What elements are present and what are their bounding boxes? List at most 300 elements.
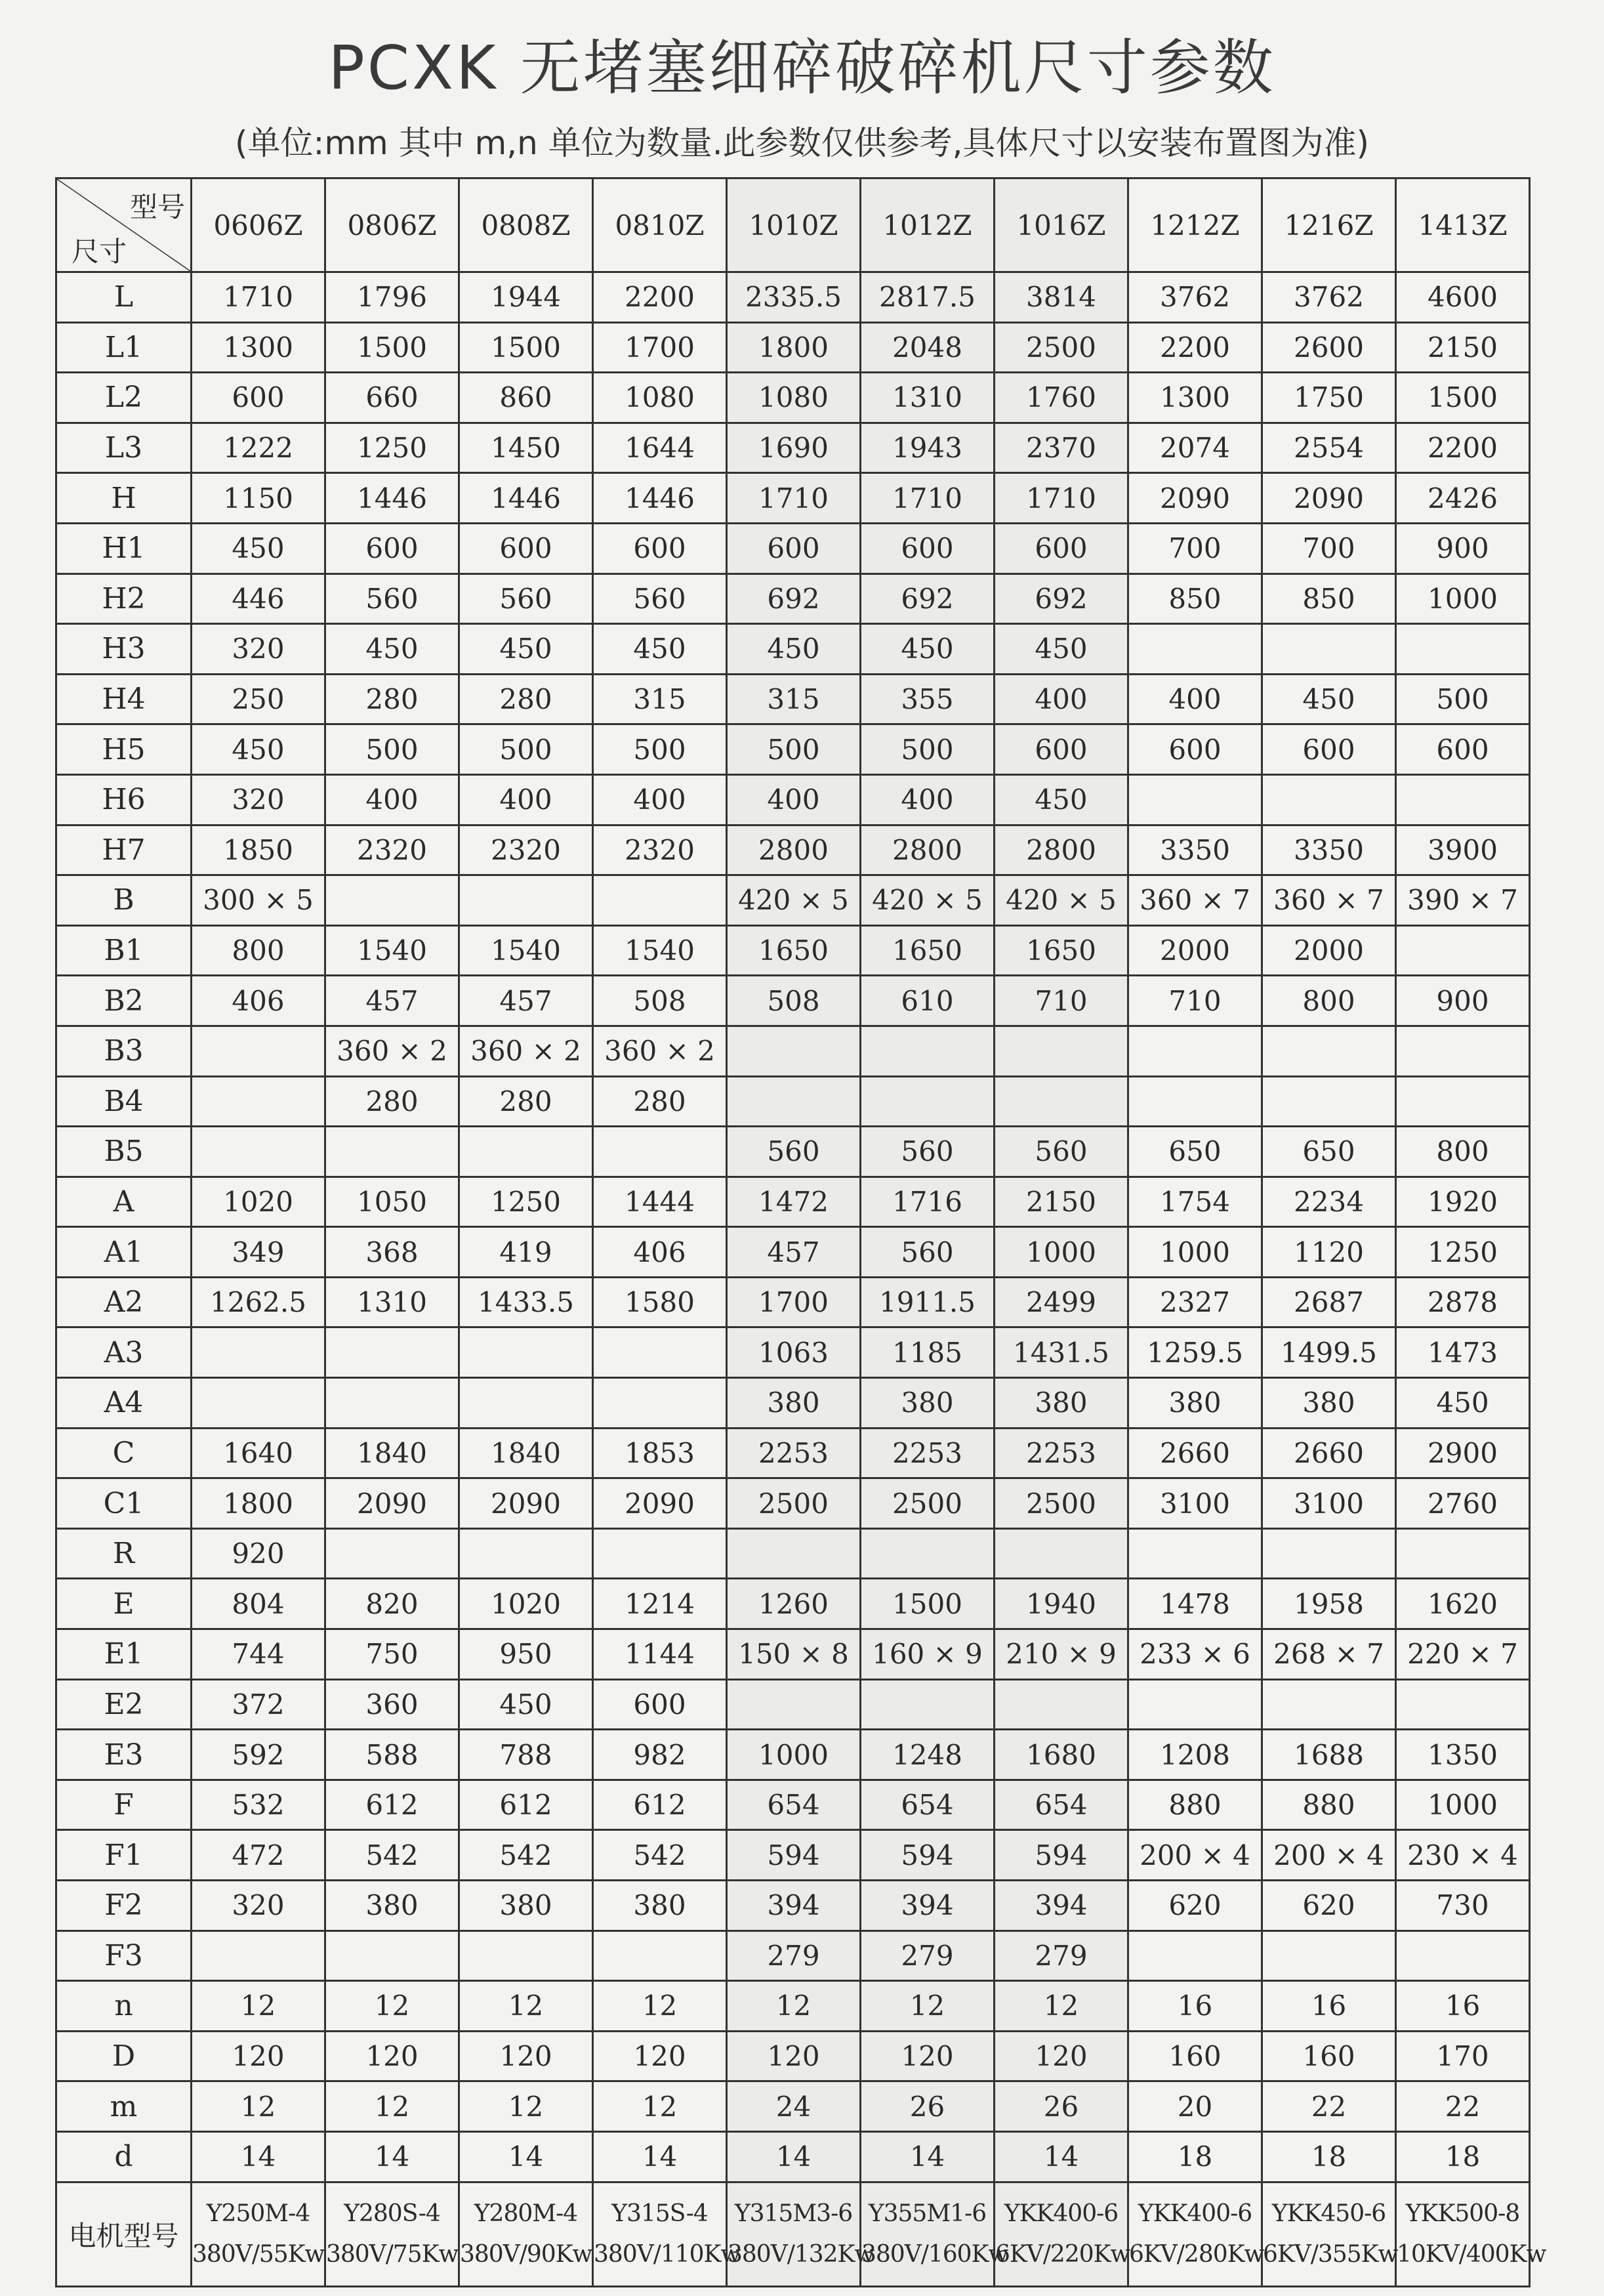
motor-spec: 6KV/280Kw [1129,2240,1264,2268]
table-cell: 120 [192,2031,325,2081]
motor-spec: 380V/75Kw [326,2240,459,2268]
table-cell: 1478 [1128,1579,1262,1629]
table-cell: 600 [861,523,995,574]
table-cell: 804 [192,1579,325,1629]
table-cell: 1540 [459,925,593,976]
table-cell [1396,1026,1530,1076]
row-label: H [56,473,192,524]
table-row [56,1428,1530,1478]
motor-model: Y280M-4 [474,2200,578,2227]
table-cell: 1446 [325,473,459,524]
table-cell: 400 [325,774,459,825]
table-cell [861,1026,995,1076]
table-cell: 2800 [995,825,1128,875]
table-cell [1396,1679,1530,1730]
table-row [56,1579,1530,1629]
table-cell [593,1528,727,1579]
table-cell: 12 [727,1981,861,2032]
table-row [56,473,1530,524]
table-cell: 1446 [593,473,727,524]
table-cell: 446 [192,574,325,624]
row-label: F2 [56,1881,192,1931]
table-cell [1128,1026,1262,1076]
table-cell: 1000 [1396,1780,1530,1830]
row-label: L3 [56,423,192,473]
row-label: D [56,2031,192,2081]
motor-spec: 380V/110Kw [594,2240,741,2268]
table-cell: 380 [1128,1378,1262,1429]
motor-spec: 10KV/400Kw [1397,2240,1546,2268]
table-row [56,322,1530,373]
table-cell: 2000 [1128,925,1262,976]
table-cell: 2760 [1396,1478,1530,1529]
table-row [56,1478,1530,1529]
table-cell [1262,1076,1396,1127]
table-cell: 2000 [1262,925,1396,976]
table-cell [192,1931,325,1981]
dimension-table [55,177,1546,2287]
table-cell [1128,624,1262,675]
table-cell: 560 [459,574,593,624]
table-cell: 1710 [861,473,995,524]
row-label: B1 [56,925,192,976]
table-cell: 18 [1128,2131,1262,2182]
table-cell: 800 [192,925,325,976]
table-cell: 500 [1396,674,1530,724]
row-label: C1 [56,1478,192,1529]
table-cell: 3350 [1128,825,1262,875]
table-cell: 120 [995,2031,1128,2081]
table-cell: 880 [1128,1780,1262,1830]
table-cell: 660 [325,373,459,423]
row-label: m [56,2081,192,2132]
table-cell: 532 [192,1780,325,1830]
table-row [56,774,1530,825]
table-cell: 692 [995,574,1128,624]
motor-model: Y280S-4 [344,2200,440,2227]
table-cell: 500 [325,724,459,775]
table-cell: 14 [593,2131,727,2182]
motor-cell [1262,2182,1396,2286]
table-cell: 1000 [995,1227,1128,1278]
table-row [56,2131,1530,2182]
table-cell: 3350 [1262,825,1396,875]
table-cell: 800 [1262,976,1396,1026]
table-cell: 22 [1396,2081,1530,2132]
table-cell [995,1076,1128,1127]
table-cell: 2600 [1262,322,1396,373]
table-cell [325,1931,459,1981]
table-cell: 170 [1396,2031,1530,2081]
table-cell: 200 × 4 [1262,1830,1396,1881]
table-cell [1262,1026,1396,1076]
table-cell: 280 [325,674,459,724]
table-cell: 654 [727,1780,861,1830]
table-row [56,976,1530,1026]
table-cell: 406 [593,1227,727,1278]
table-cell [593,1127,727,1177]
table-cell: 2687 [1262,1277,1396,1327]
table-cell: 450 [593,624,727,675]
table-cell: 692 [861,574,995,624]
row-label: d [56,2131,192,2182]
table-cell: 2048 [861,322,995,373]
table-cell: 1840 [459,1428,593,1478]
row-label: L [56,272,192,323]
table-cell: 1796 [325,272,459,323]
table-cell [1262,624,1396,675]
table-cell: 1800 [727,322,861,373]
table-row [56,674,1530,724]
table-cell: 210 × 9 [995,1629,1128,1680]
table-cell [1128,1931,1262,1981]
table-cell: 1840 [325,1428,459,1478]
table-cell [1128,1528,1262,1579]
table-cell: 2554 [1262,423,1396,473]
table-cell [459,1528,593,1579]
corner-label-dimension: 尺寸 [72,236,127,268]
table-cell: 368 [325,1227,459,1278]
table-cell: 3100 [1128,1478,1262,1529]
table-cell: 710 [995,976,1128,1026]
table-cell: 600 [459,523,593,574]
table-cell: 150 × 8 [727,1629,861,1680]
row-label: E1 [56,1629,192,1680]
table-cell: 654 [861,1780,995,1830]
table-cell [995,1679,1128,1730]
table-cell: 22 [1262,2081,1396,2132]
table-cell [192,1127,325,1177]
table-cell: 450 [995,774,1128,825]
table-cell: 600 [192,373,325,423]
table-cell: 1710 [192,272,325,323]
table-cell: 1473 [1396,1327,1530,1378]
table-cell: 3100 [1262,1478,1396,1529]
table-cell: 18 [1396,2131,1530,2182]
table-cell: 2200 [1128,322,1262,373]
table-cell: 650 [1128,1127,1262,1177]
table-cell: 160 × 9 [861,1629,995,1680]
table-row [56,1881,1530,1931]
table-cell: 457 [727,1227,861,1278]
table-cell: 600 [1262,724,1396,775]
table-cell [192,1026,325,1076]
table-cell: 820 [325,1579,459,1629]
table-cell: 1716 [861,1177,995,1227]
table-cell: 2500 [861,1478,995,1529]
table-cell: 400 [593,774,727,825]
table-cell: 2253 [861,1428,995,1478]
table-cell: 1262.5 [192,1277,325,1327]
table-cell [593,875,727,926]
row-label: H3 [56,624,192,675]
table-cell [459,1378,593,1429]
table-cell [325,1528,459,1579]
row-label: A1 [56,1227,192,1278]
table-cell [1262,1931,1396,1981]
table-cell: 1911.5 [861,1277,995,1327]
table-cell: 120 [325,2031,459,2081]
table-row [56,272,1530,323]
table-cell: 1020 [192,1177,325,1227]
table-cell: 1540 [593,925,727,976]
corner-label-model: 型号 [129,191,185,223]
table-cell: 612 [459,1780,593,1830]
table-cell: 400 [861,774,995,825]
table-cell: 2150 [995,1177,1128,1227]
table-row [56,875,1530,926]
motor-cell [727,2182,874,2286]
table-cell: 320 [192,1881,325,1931]
table-cell: 24 [727,2081,861,2132]
table-cell [727,1528,861,1579]
column-header-model: 1012Z [861,178,995,272]
table-row [56,1679,1530,1730]
table-cell: 1250 [325,423,459,473]
table-cell: 12 [325,1981,459,2032]
table-cell: 860 [459,373,593,423]
table-cell: 279 [861,1931,995,1981]
row-label: B3 [56,1026,192,1076]
row-label: H1 [56,523,192,574]
table-cell: 12 [459,2081,593,2132]
table-cell: 1450 [459,423,593,473]
table-cell: 14 [995,2131,1128,2182]
table-cell: 1260 [727,1579,861,1629]
table-cell [593,1327,727,1378]
table-cell [1262,1528,1396,1579]
table-cell: 1300 [192,322,325,373]
table-row [56,373,1530,423]
table-cell [1128,1076,1262,1127]
table-cell: 542 [593,1830,727,1881]
table-cell: 650 [1262,1127,1396,1177]
table-row [56,624,1530,675]
table-cell: 610 [861,976,995,1026]
table-cell: 560 [861,1127,995,1177]
table-cell: 1433.5 [459,1277,593,1327]
table-cell: 400 [727,774,861,825]
table-cell: 450 [459,624,593,675]
table-cell: 1000 [1396,574,1530,624]
motor-cell [995,2182,1128,2286]
table-cell: 730 [1396,1881,1530,1931]
table-cell: 1540 [325,925,459,976]
table-cell: 450 [727,624,861,675]
table-cell: 20 [1128,2081,1262,2132]
table-cell: 1754 [1128,1177,1262,1227]
table-cell: 508 [593,976,727,1026]
table-cell: 692 [727,574,861,624]
table-cell: 450 [459,1679,593,1730]
table-cell: 2500 [995,322,1128,373]
table-cell: 2426 [1396,473,1530,524]
table-cell: 200 × 4 [1128,1830,1262,1881]
table-cell: 1144 [593,1629,727,1680]
table-cell: 1700 [593,322,727,373]
table-cell: 542 [459,1830,593,1881]
row-label: F1 [56,1830,192,1881]
table-cell: 450 [1262,674,1396,724]
table-cell: 279 [727,1931,861,1981]
table-cell: 2900 [1396,1428,1530,1478]
table-cell: 406 [192,976,325,1026]
table-cell: 26 [995,2081,1128,2132]
table-cell: 1500 [325,322,459,373]
table-cell: 12 [593,2081,727,2132]
table-cell: 710 [1128,976,1262,1026]
table-cell: 1350 [1396,1730,1530,1780]
table-cell: 360 × 2 [325,1026,459,1076]
table-row [56,1730,1530,1780]
table-cell: 400 [459,774,593,825]
motor-row-label: 电机型号 [56,2182,192,2286]
row-label: L1 [56,322,192,373]
table-cell: 2370 [995,423,1128,473]
table-cell: 3762 [1262,272,1396,323]
motor-spec: 6KV/355Kw [1263,2240,1398,2268]
table-cell: 349 [192,1227,325,1278]
table-cell: 1500 [1396,373,1530,423]
table-cell: 600 [325,523,459,574]
table-row [56,1177,1530,1227]
table-cell: 600 [593,1679,727,1730]
row-label: E3 [56,1730,192,1780]
table-row [56,1026,1530,1076]
row-label: B [56,875,192,926]
motor-model: YKK400-6 [1138,2200,1252,2227]
row-label: F3 [56,1931,192,1981]
table-cell: 14 [861,2131,995,2182]
row-label: F [56,1780,192,1830]
table-cell: 2090 [593,1478,727,1529]
row-label: n [56,1981,192,2032]
table-row [56,1076,1530,1127]
table-cell: 2335.5 [727,272,861,323]
row-label: H6 [56,774,192,825]
table-row [56,2081,1530,2132]
table-cell: 600 [1396,724,1530,775]
table-cell: 500 [727,724,861,775]
table-cell: 2090 [1128,473,1262,524]
table-cell: 2253 [727,1428,861,1478]
table-cell: 1080 [727,373,861,423]
table-cell: 2253 [995,1428,1128,1478]
table-cell: 560 [325,574,459,624]
table-cell: 542 [325,1830,459,1881]
table-cell: 600 [593,523,727,574]
table-cell: 1020 [459,1579,593,1629]
table-cell: 400 [1128,674,1262,724]
table-cell: 1940 [995,1579,1128,1629]
table-cell: 900 [1396,523,1530,574]
table-cell: 1150 [192,473,325,524]
table-cell: 600 [995,724,1128,775]
table-cell: 1580 [593,1277,727,1327]
motor-spec: 380V/55Kw [192,2240,325,2268]
table-cell: 1000 [1128,1227,1262,1278]
table-cell: 420 × 5 [861,875,995,926]
table-cell: 2660 [1262,1428,1396,1478]
motor-model: YKK450-6 [1271,2200,1386,2227]
table-cell: 1222 [192,423,325,473]
motor-model: Y250M-4 [206,2200,310,2227]
table-cell: 457 [325,976,459,1026]
motor-model: Y315S-4 [611,2200,708,2227]
table-cell: 360 × 2 [593,1026,727,1076]
page-subtitle: (单位:mm 其中 m,n 单位为数量.此参数仅供参考,具体尺寸以安装布置图为准) [234,124,1370,162]
table-cell: 12 [325,2081,459,2132]
table-cell: 700 [1262,523,1396,574]
table-cell: 2327 [1128,1277,1262,1327]
table-cell: 120 [459,2031,593,2081]
table-row [56,1127,1530,1177]
table-cell: 950 [459,1629,593,1680]
table-cell: 2500 [995,1478,1128,1529]
table-cell: 900 [1396,976,1530,1026]
table-cell: 394 [861,1881,995,1931]
table-cell: 982 [593,1730,727,1780]
table-cell: 2090 [459,1478,593,1529]
row-label: H5 [56,724,192,775]
column-header-model: 0810Z [593,178,727,272]
table-cell: 450 [325,624,459,675]
table-cell [727,1679,861,1730]
table-cell: 2320 [325,825,459,875]
table-body [56,272,1546,2287]
table-cell: 1500 [861,1579,995,1629]
table-cell: 1063 [727,1327,861,1378]
dimension-table-container [55,177,1546,2287]
table-cell: 4600 [1396,272,1530,323]
table-row [56,1830,1530,1881]
motor-cell [1396,2182,1546,2286]
table-cell: 360 [325,1679,459,1730]
table-cell: 600 [727,523,861,574]
table-cell: 1080 [593,373,727,423]
table-cell: 1700 [727,1277,861,1327]
table-cell: 600 [995,523,1128,574]
motor-cell [459,2182,593,2286]
table-cell: 1640 [192,1428,325,1478]
table-cell: 1120 [1262,1227,1396,1278]
table-cell: 16 [1396,1981,1530,2032]
table-cell: 592 [192,1730,325,1780]
table-cell: 500 [593,724,727,775]
table-cell: 1688 [1262,1730,1396,1780]
table-cell [861,1679,995,1730]
motor-spec: 6KV/220Kw [995,2240,1130,2268]
table-cell: 600 [1128,724,1262,775]
table-cell: 560 [995,1127,1128,1177]
table-cell: 1431.5 [995,1327,1128,1378]
table-cell: 1650 [995,925,1128,976]
row-label: A3 [56,1327,192,1378]
row-label: B5 [56,1127,192,1177]
table-cell: 2499 [995,1277,1128,1327]
table-cell: 594 [995,1830,1128,1881]
table-cell: 12 [192,2081,325,2132]
table-cell: 380 [459,1881,593,1931]
table-cell: 450 [861,624,995,675]
table-cell: 1620 [1396,1579,1530,1629]
table-row [56,2031,1530,2081]
motor-cell [325,2182,459,2286]
table-cell [1396,774,1530,825]
table-cell [1396,1076,1530,1127]
table-cell: 500 [861,724,995,775]
table-cell [1262,1679,1396,1730]
